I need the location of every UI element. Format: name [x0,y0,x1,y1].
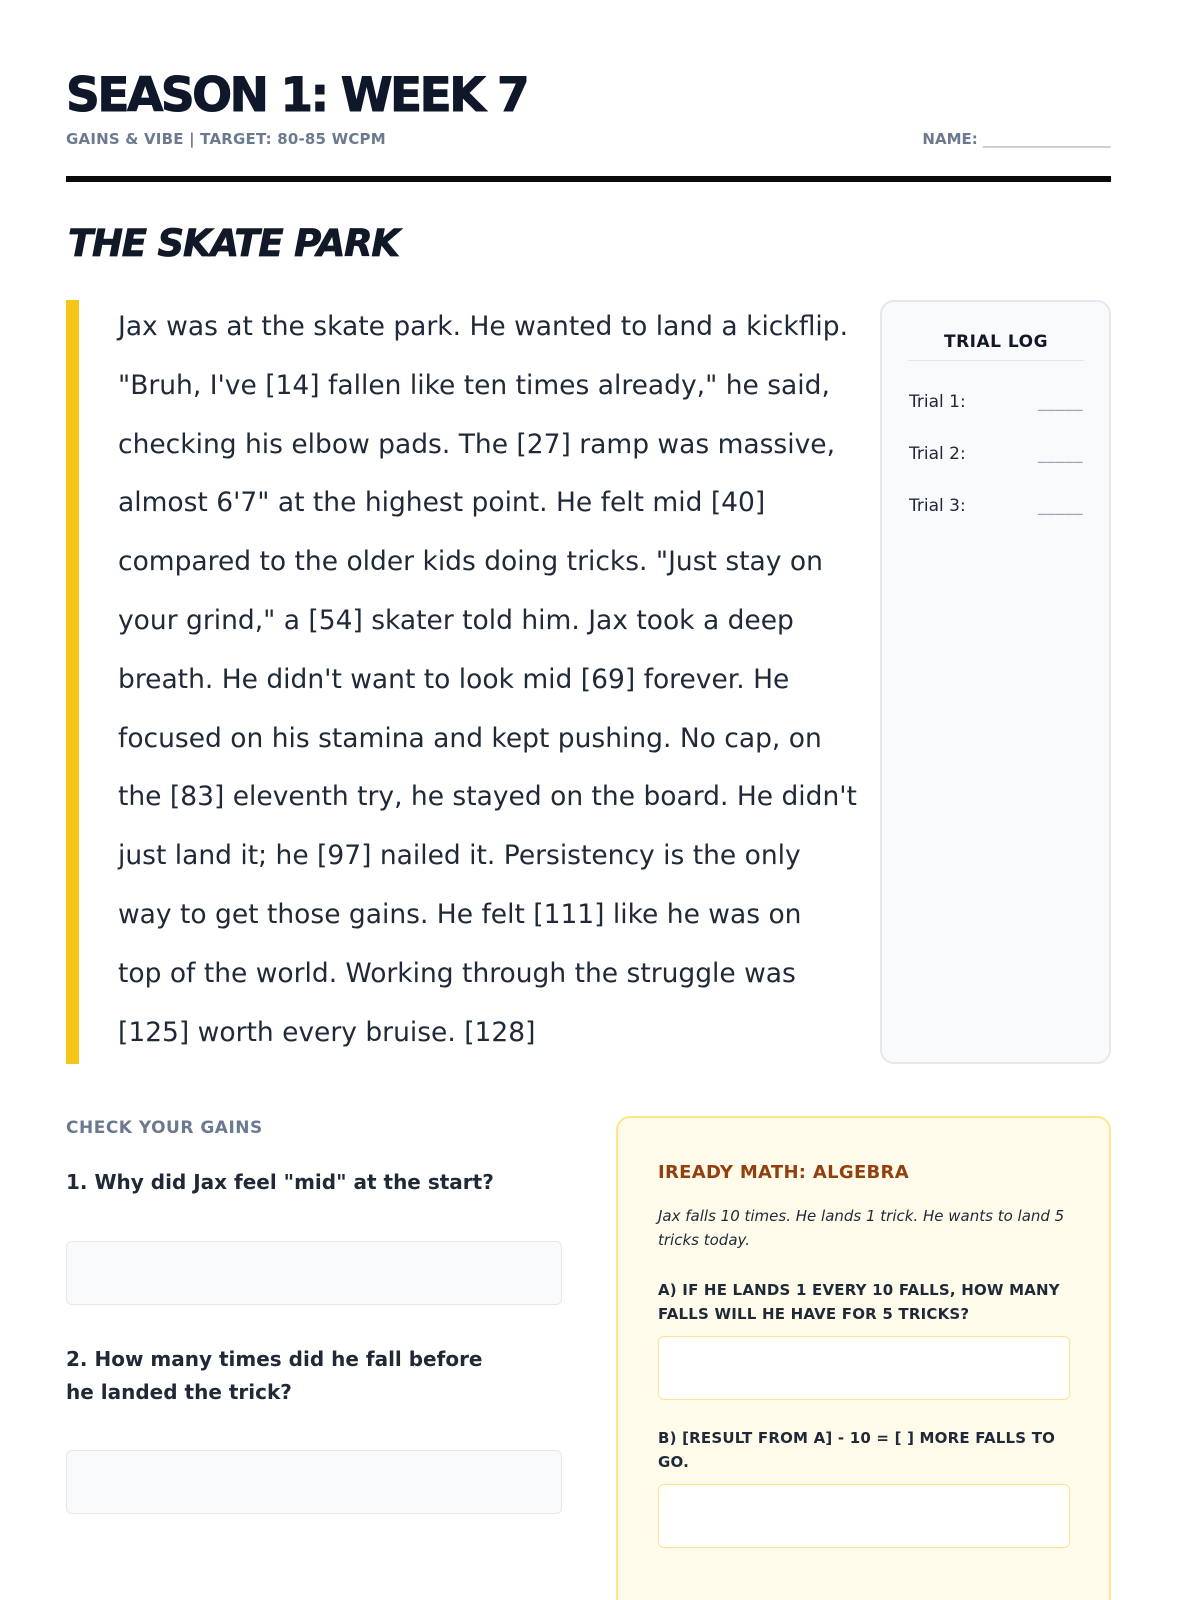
trial-row-3 [909,496,1083,516]
math-intro: Jax falls 10 times. He lands 1 trick. He wants to land 5 tricks today. [658,1207,1065,1249]
trial-log-title: TRIAL LOG [908,332,1084,361]
trial-log-panel [880,300,1111,1064]
answer-input-1[interactable] [66,1241,562,1305]
trial-blank[interactable]: _____ [1038,392,1083,412]
math-question-a: A) IF HE LANDS 1 EVERY 10 FALLS, HOW MANY FALLS WILL HE HAVE FOR 5 TRICKS? [658,1281,1060,1323]
trial-blank[interactable]: _____ [1038,444,1083,464]
name-line[interactable]: ________________ [983,130,1111,148]
trial-label: Trial 2: [909,444,966,464]
question-1: 1. Why did Jax feel "mid" at the start? [66,1170,494,1194]
passage-line: top of the world. Working through the struggle was [118,957,796,989]
passage-line: focused on his stamina and kept pushing. No cap, on [118,722,822,754]
passage-line: Jax was at the skate park. He wanted to land a kickflip. [118,311,849,342]
trial-blank[interactable]: _____ [1038,496,1083,516]
name-label: NAME: [922,130,978,148]
passage-line: just land it; he [97] nailed it. Persistency is the only [118,840,801,872]
page-subtitle: GAINS & VIBE | TARGET: 80-85 WCPM [66,130,386,148]
passage-line: [125] worth every bruise. [128] [118,1016,536,1048]
passage-line: compared to the older kids doing tricks. "Just stay on [118,546,823,578]
passage-accent-bar [66,300,79,1064]
reading-passage [118,298,858,1062]
story-title: THE SKATE PARK [68,222,399,265]
passage-line: way to get those gains. He felt [111] like he was on [118,898,802,930]
name-field[interactable] [922,130,1111,148]
passage-line: "Bruh, I've [14] fallen like ten times already," he said, [118,369,830,401]
page-title: SEASON 1: WEEK 7 [66,68,528,123]
passage-line: almost 6'7" at the highest point. He felt mid [40] [118,487,766,519]
passage-line: the [83] eleventh try, he stayed on the board. He didn't [118,781,857,813]
answer-input-2[interactable] [66,1450,562,1514]
math-answer-b[interactable] [658,1484,1070,1548]
math-answer-a[interactable] [658,1336,1070,1400]
trial-row-2 [909,444,1083,464]
passage-line: your grind," a [54] skater told him. Jax took a deep [118,604,794,636]
question-2: 2. How many times did he fall before he landed the trick? [66,1347,483,1404]
math-question-b: B) [RESULT FROM A] - 10 = [ ] MORE FALLS TO GO. [658,1429,1056,1471]
trial-label: Trial 1: [909,392,966,412]
trial-label: Trial 3: [909,496,966,516]
math-title: IREADY MATH: ALGEBRA [658,1162,909,1183]
passage-line: checking his elbow pads. The [27] ramp was massive, [118,428,836,460]
comprehension-heading: CHECK YOUR GAINS [66,1118,263,1138]
worksheet-header [66,68,1111,148]
math-panel [616,1116,1111,1600]
header-divider [66,176,1111,182]
trial-row-1 [909,392,1083,412]
passage-line: breath. He didn't want to look mid [69] forever. He [118,663,790,695]
